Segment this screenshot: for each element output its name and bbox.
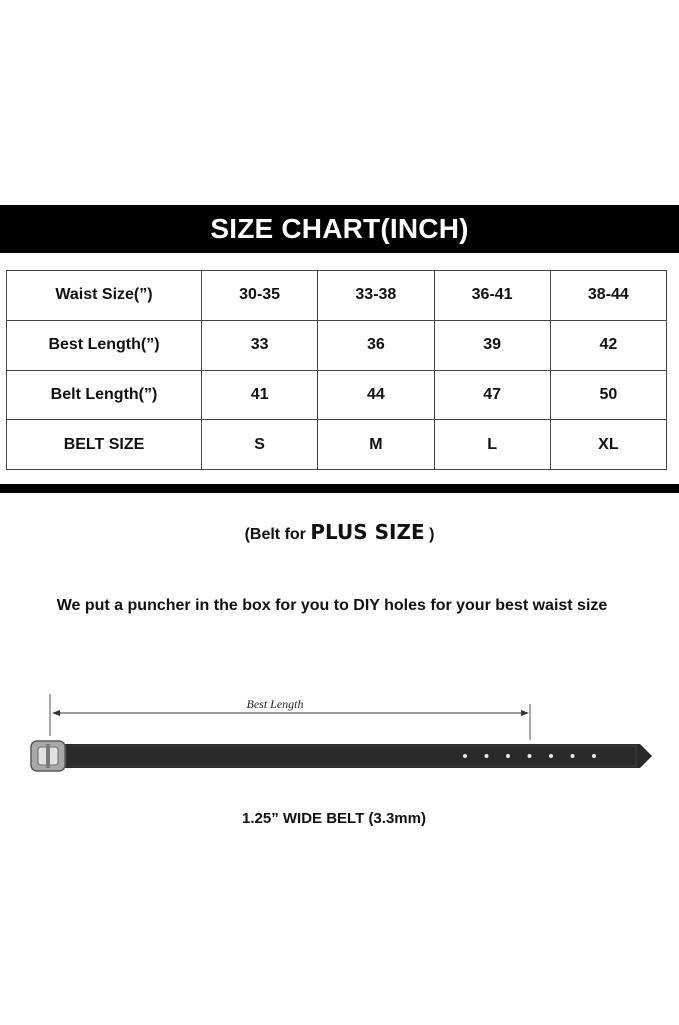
table-cell: 38-44 bbox=[550, 271, 666, 321]
table-cell: 36-41 bbox=[434, 271, 550, 321]
belt-hole bbox=[485, 754, 489, 758]
table-cell: 30-35 bbox=[202, 271, 318, 321]
plus-size-note bbox=[0, 520, 679, 544]
table-cell: 33-38 bbox=[318, 271, 434, 321]
table-cell: 36 bbox=[318, 320, 434, 370]
plus-note-prefix: (Belt for bbox=[244, 526, 311, 543]
page-title: SIZE CHART(INCH) bbox=[210, 213, 469, 244]
belt-hole bbox=[592, 754, 596, 758]
best-length-label: Best Length bbox=[246, 697, 304, 711]
table-cell: L bbox=[434, 420, 550, 470]
table-cell: 44 bbox=[318, 370, 434, 420]
table-row-belt-length bbox=[7, 370, 667, 420]
table-cell: 33 bbox=[202, 320, 318, 370]
table-cell: 42 bbox=[550, 320, 666, 370]
belt-strap bbox=[64, 744, 652, 768]
row-header: Best Length(”) bbox=[7, 320, 202, 370]
belt-hole bbox=[528, 754, 532, 758]
row-header: Waist Size(”) bbox=[7, 271, 202, 321]
belt-hole bbox=[463, 754, 467, 758]
table-cell: 47 bbox=[434, 370, 550, 420]
table-cell: XL bbox=[550, 420, 666, 470]
divider-bar bbox=[0, 484, 679, 493]
table-row-belt-size bbox=[7, 420, 667, 470]
buckle-prong bbox=[46, 744, 50, 768]
size-chart-banner bbox=[0, 205, 679, 253]
belt-hole bbox=[549, 754, 553, 758]
plus-note-suffix: ) bbox=[424, 526, 435, 543]
table-row-waist-size bbox=[7, 271, 667, 321]
belt-diagram bbox=[0, 688, 679, 788]
arrow-right-head bbox=[521, 710, 529, 716]
size-chart-table bbox=[6, 270, 667, 470]
table-cell: 39 bbox=[434, 320, 550, 370]
row-header: BELT SIZE bbox=[7, 420, 202, 470]
belt-hole bbox=[506, 754, 510, 758]
puncher-note: We put a puncher in the box for you to DIY holes for your best waist size bbox=[56, 597, 608, 614]
arrow-left-head bbox=[52, 710, 60, 716]
belt-width-caption: 1.25” WIDE BELT (3.3mm) bbox=[242, 810, 426, 827]
table-cell: M bbox=[318, 420, 434, 470]
belt-hole bbox=[571, 754, 575, 758]
row-header: Belt Length(”) bbox=[7, 370, 202, 420]
table-cell: 41 bbox=[202, 370, 318, 420]
plus-note-emphasis: PLUS SIZE bbox=[310, 520, 425, 544]
table-cell: 50 bbox=[550, 370, 666, 420]
table-row-best-length bbox=[7, 320, 667, 370]
table-cell: S bbox=[202, 420, 318, 470]
